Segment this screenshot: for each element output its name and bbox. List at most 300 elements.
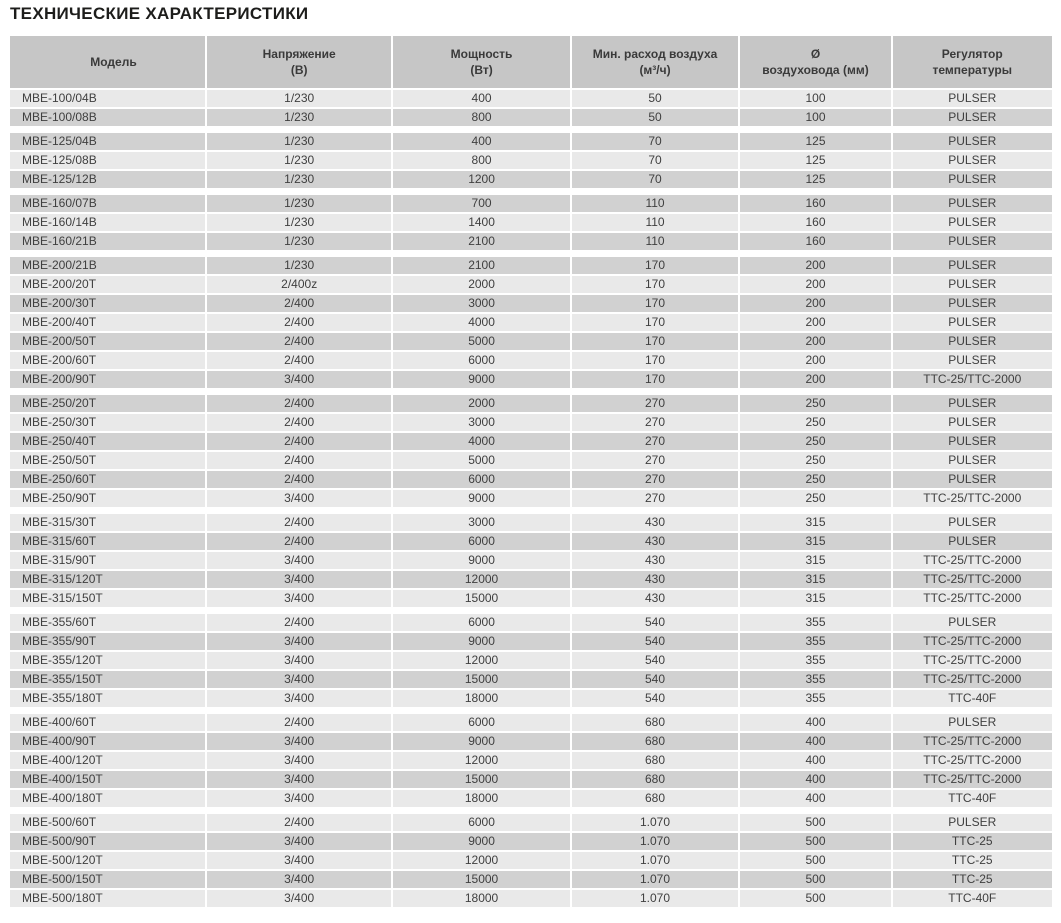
column-header-power xyxy=(393,36,571,88)
cell-model: MBE-500/90T xyxy=(10,833,207,850)
cell-regulator: PULSER xyxy=(893,276,1052,293)
column-header-label: Напряжение xyxy=(262,47,336,61)
cell-voltage: 1/230 xyxy=(207,152,394,169)
cell-airflow: 50 xyxy=(572,90,741,107)
table-row xyxy=(10,714,1052,731)
table-row xyxy=(10,614,1052,631)
cell-airflow: 70 xyxy=(572,171,741,188)
cell-voltage: 3/400 xyxy=(207,590,394,607)
cell-voltage: 2/400 xyxy=(207,414,394,431)
cell-regulator: TTC-25 xyxy=(893,871,1052,888)
cell-voltage: 2/400z xyxy=(207,276,394,293)
cell-voltage: 3/400 xyxy=(207,852,394,869)
cell-power: 6000 xyxy=(393,814,571,831)
cell-power: 9000 xyxy=(393,490,571,507)
cell-voltage: 3/400 xyxy=(207,690,394,707)
cell-regulator: TTC-25/TTC-2000 xyxy=(893,733,1052,750)
column-header-sublabel: (м³/ч) xyxy=(639,63,671,77)
cell-power: 9000 xyxy=(393,552,571,569)
cell-airflow: 540 xyxy=(572,690,741,707)
cell-regulator: TTC-25/TTC-2000 xyxy=(893,490,1052,507)
cell-model: MBE-400/60T xyxy=(10,714,207,731)
table-row xyxy=(10,790,1052,807)
cell-model: MBE-500/120T xyxy=(10,852,207,869)
column-header-sublabel: воздуховода (мм) xyxy=(762,63,869,77)
cell-airflow: 540 xyxy=(572,652,741,669)
cell-model: MBE-500/150T xyxy=(10,871,207,888)
cell-voltage: 2/400 xyxy=(207,314,394,331)
cell-diameter: 250 xyxy=(740,452,892,469)
cell-model: MBE-200/40T xyxy=(10,314,207,331)
cell-regulator: PULSER xyxy=(893,714,1052,731)
cell-regulator: PULSER xyxy=(893,133,1052,150)
cell-regulator: TTC-25/TTC-2000 xyxy=(893,633,1052,650)
cell-voltage: 2/400 xyxy=(207,614,394,631)
cell-airflow: 270 xyxy=(572,395,741,412)
cell-regulator: TTC-40F xyxy=(893,690,1052,707)
table-row xyxy=(10,752,1052,769)
table-row xyxy=(10,733,1052,750)
cell-power: 6000 xyxy=(393,352,571,369)
cell-airflow: 430 xyxy=(572,552,741,569)
specs-table xyxy=(10,36,1052,909)
cell-diameter: 200 xyxy=(740,333,892,350)
cell-regulator: TTC-25/TTC-2000 xyxy=(893,552,1052,569)
cell-diameter: 400 xyxy=(740,733,892,750)
cell-voltage: 3/400 xyxy=(207,890,394,907)
cell-airflow: 270 xyxy=(572,433,741,450)
cell-model: MBE-315/150T xyxy=(10,590,207,607)
cell-model: MBE-250/60T xyxy=(10,471,207,488)
cell-voltage: 2/400 xyxy=(207,814,394,831)
cell-voltage: 2/400 xyxy=(207,452,394,469)
cell-regulator: PULSER xyxy=(893,214,1052,231)
cell-airflow: 430 xyxy=(572,514,741,531)
column-header-label: Мощность xyxy=(450,47,513,61)
cell-voltage: 2/400 xyxy=(207,352,394,369)
column-header-model xyxy=(10,36,207,88)
cell-power: 400 xyxy=(393,133,571,150)
cell-diameter: 250 xyxy=(740,471,892,488)
cell-power: 12000 xyxy=(393,652,571,669)
cell-power: 400 xyxy=(393,90,571,107)
table-row xyxy=(10,471,1052,488)
model-group xyxy=(10,814,1052,907)
cell-airflow: 1.070 xyxy=(572,871,741,888)
cell-voltage: 3/400 xyxy=(207,671,394,688)
cell-model: MBE-250/30T xyxy=(10,414,207,431)
column-header-airflow xyxy=(572,36,741,88)
cell-model: MBE-250/50T xyxy=(10,452,207,469)
column-header-sublabel: температуры xyxy=(932,63,1012,77)
cell-diameter: 200 xyxy=(740,352,892,369)
cell-voltage: 2/400 xyxy=(207,333,394,350)
cell-regulator: PULSER xyxy=(893,314,1052,331)
cell-diameter: 355 xyxy=(740,671,892,688)
cell-regulator: PULSER xyxy=(893,90,1052,107)
page-title: ТЕХНИЧЕСКИЕ ХАРАКТЕРИСТИКИ xyxy=(10,4,309,23)
cell-regulator: TTC-40F xyxy=(893,890,1052,907)
cell-airflow: 680 xyxy=(572,733,741,750)
cell-regulator: PULSER xyxy=(893,433,1052,450)
cell-diameter: 400 xyxy=(740,714,892,731)
cell-diameter: 160 xyxy=(740,195,892,212)
model-group xyxy=(10,614,1052,707)
cell-model: MBE-400/150T xyxy=(10,771,207,788)
cell-regulator: PULSER xyxy=(893,414,1052,431)
cell-regulator: TTC-25/TTC-2000 xyxy=(893,752,1052,769)
model-group xyxy=(10,714,1052,807)
table-row xyxy=(10,395,1052,412)
cell-airflow: 110 xyxy=(572,214,741,231)
cell-diameter: 500 xyxy=(740,833,892,850)
cell-diameter: 355 xyxy=(740,633,892,650)
cell-regulator: TTC-25/TTC-2000 xyxy=(893,590,1052,607)
table-row xyxy=(10,257,1052,274)
cell-power: 6000 xyxy=(393,533,571,550)
cell-airflow: 680 xyxy=(572,790,741,807)
cell-voltage: 1/230 xyxy=(207,195,394,212)
cell-airflow: 430 xyxy=(572,533,741,550)
column-header-sublabel: (Вт) xyxy=(470,63,493,77)
table-row xyxy=(10,195,1052,212)
cell-model: MBE-200/30T xyxy=(10,295,207,312)
cell-voltage: 3/400 xyxy=(207,771,394,788)
cell-voltage: 1/230 xyxy=(207,233,394,250)
cell-airflow: 540 xyxy=(572,671,741,688)
cell-power: 800 xyxy=(393,109,571,126)
cell-power: 9000 xyxy=(393,633,571,650)
cell-airflow: 170 xyxy=(572,257,741,274)
table-row xyxy=(10,514,1052,531)
cell-diameter: 250 xyxy=(740,414,892,431)
cell-power: 700 xyxy=(393,195,571,212)
table-row xyxy=(10,233,1052,250)
cell-model: MBE-315/90T xyxy=(10,552,207,569)
cell-diameter: 200 xyxy=(740,314,892,331)
table-row xyxy=(10,452,1052,469)
cell-airflow: 70 xyxy=(572,133,741,150)
cell-diameter: 200 xyxy=(740,276,892,293)
cell-airflow: 1.070 xyxy=(572,833,741,850)
cell-diameter: 500 xyxy=(740,890,892,907)
cell-power: 2100 xyxy=(393,233,571,250)
cell-model: MBE-200/90T xyxy=(10,371,207,388)
cell-voltage: 3/400 xyxy=(207,552,394,569)
cell-voltage: 2/400 xyxy=(207,533,394,550)
cell-model: MBE-315/30T xyxy=(10,514,207,531)
cell-airflow: 1.070 xyxy=(572,852,741,869)
table-row xyxy=(10,871,1052,888)
cell-regulator: PULSER xyxy=(893,171,1052,188)
cell-airflow: 540 xyxy=(572,633,741,650)
table-row xyxy=(10,90,1052,107)
cell-power: 12000 xyxy=(393,571,571,588)
cell-airflow: 1.070 xyxy=(572,814,741,831)
column-header-label: Мин. расход воздуха xyxy=(592,47,718,61)
cell-diameter: 315 xyxy=(740,514,892,531)
cell-voltage: 1/230 xyxy=(207,214,394,231)
cell-diameter: 315 xyxy=(740,552,892,569)
cell-airflow: 270 xyxy=(572,471,741,488)
cell-regulator: TTC-25/TTC-2000 xyxy=(893,652,1052,669)
cell-airflow: 110 xyxy=(572,195,741,212)
cell-voltage: 3/400 xyxy=(207,371,394,388)
cell-model: MBE-355/120T xyxy=(10,652,207,669)
cell-voltage: 2/400 xyxy=(207,395,394,412)
cell-model: MBE-250/90T xyxy=(10,490,207,507)
cell-model: MBE-125/08B xyxy=(10,152,207,169)
table-row xyxy=(10,433,1052,450)
table-row xyxy=(10,371,1052,388)
cell-model: MBE-200/21B xyxy=(10,257,207,274)
cell-power: 9000 xyxy=(393,733,571,750)
cell-model: MBE-200/50T xyxy=(10,333,207,350)
table-row xyxy=(10,571,1052,588)
cell-model: MBE-400/180T xyxy=(10,790,207,807)
cell-power: 2100 xyxy=(393,257,571,274)
cell-model: MBE-355/150T xyxy=(10,671,207,688)
model-group xyxy=(10,257,1052,388)
cell-regulator: PULSER xyxy=(893,533,1052,550)
cell-power: 2000 xyxy=(393,395,571,412)
cell-voltage: 3/400 xyxy=(207,871,394,888)
cell-power: 2000 xyxy=(393,276,571,293)
model-group xyxy=(10,133,1052,188)
table-row xyxy=(10,690,1052,707)
cell-model: MBE-160/21B xyxy=(10,233,207,250)
table-row xyxy=(10,533,1052,550)
cell-airflow: 270 xyxy=(572,490,741,507)
cell-voltage: 1/230 xyxy=(207,257,394,274)
cell-regulator: TTC-25 xyxy=(893,833,1052,850)
table-row xyxy=(10,214,1052,231)
cell-power: 5000 xyxy=(393,333,571,350)
cell-diameter: 315 xyxy=(740,590,892,607)
cell-model: MBE-400/90T xyxy=(10,733,207,750)
cell-airflow: 1.070 xyxy=(572,890,741,907)
cell-power: 9000 xyxy=(393,833,571,850)
table-row xyxy=(10,295,1052,312)
cell-power: 15000 xyxy=(393,590,571,607)
cell-voltage: 3/400 xyxy=(207,652,394,669)
cell-model: MBE-355/180T xyxy=(10,690,207,707)
cell-airflow: 170 xyxy=(572,333,741,350)
cell-voltage: 1/230 xyxy=(207,133,394,150)
cell-model: MBE-355/90T xyxy=(10,633,207,650)
cell-model: MBE-315/60T xyxy=(10,533,207,550)
model-group xyxy=(10,90,1052,126)
cell-model: MBE-160/07B xyxy=(10,195,207,212)
cell-power: 12000 xyxy=(393,852,571,869)
cell-airflow: 540 xyxy=(572,614,741,631)
cell-diameter: 315 xyxy=(740,571,892,588)
cell-regulator: PULSER xyxy=(893,471,1052,488)
cell-model: MBE-125/12B xyxy=(10,171,207,188)
cell-model: MBE-500/60T xyxy=(10,814,207,831)
cell-diameter: 100 xyxy=(740,90,892,107)
cell-model: MBE-100/08B xyxy=(10,109,207,126)
cell-airflow: 170 xyxy=(572,276,741,293)
cell-airflow: 430 xyxy=(572,571,741,588)
cell-power: 18000 xyxy=(393,690,571,707)
cell-airflow: 70 xyxy=(572,152,741,169)
column-header-label: Регулятор xyxy=(941,47,1003,61)
cell-model: MBE-125/04B xyxy=(10,133,207,150)
table-row xyxy=(10,276,1052,293)
cell-power: 1400 xyxy=(393,214,571,231)
cell-airflow: 170 xyxy=(572,314,741,331)
model-group xyxy=(10,514,1052,607)
cell-power: 800 xyxy=(393,152,571,169)
cell-airflow: 270 xyxy=(572,452,741,469)
cell-diameter: 500 xyxy=(740,852,892,869)
cell-diameter: 200 xyxy=(740,371,892,388)
cell-power: 15000 xyxy=(393,871,571,888)
cell-model: MBE-315/120T xyxy=(10,571,207,588)
cell-regulator: PULSER xyxy=(893,614,1052,631)
cell-diameter: 500 xyxy=(740,871,892,888)
cell-diameter: 200 xyxy=(740,257,892,274)
cell-airflow: 110 xyxy=(572,233,741,250)
column-header-diameter xyxy=(740,36,892,88)
cell-diameter: 250 xyxy=(740,395,892,412)
cell-model: MBE-250/20T xyxy=(10,395,207,412)
column-header-voltage xyxy=(207,36,394,88)
cell-power: 6000 xyxy=(393,614,571,631)
cell-diameter: 355 xyxy=(740,614,892,631)
cell-diameter: 400 xyxy=(740,790,892,807)
cell-voltage: 1/230 xyxy=(207,109,394,126)
cell-regulator: TTC-40F xyxy=(893,790,1052,807)
cell-airflow: 680 xyxy=(572,714,741,731)
table-row xyxy=(10,814,1052,831)
cell-regulator: PULSER xyxy=(893,295,1052,312)
cell-voltage: 3/400 xyxy=(207,633,394,650)
cell-diameter: 125 xyxy=(740,152,892,169)
model-group xyxy=(10,395,1052,507)
table-row xyxy=(10,414,1052,431)
table-row xyxy=(10,771,1052,788)
cell-diameter: 160 xyxy=(740,233,892,250)
cell-diameter: 250 xyxy=(740,433,892,450)
column-header-label: Модель xyxy=(90,55,137,69)
cell-power: 18000 xyxy=(393,890,571,907)
cell-power: 6000 xyxy=(393,714,571,731)
cell-voltage: 2/400 xyxy=(207,433,394,450)
cell-airflow: 430 xyxy=(572,590,741,607)
table-row xyxy=(10,852,1052,869)
table-row xyxy=(10,352,1052,369)
cell-regulator: PULSER xyxy=(893,195,1052,212)
cell-regulator: TTC-25 xyxy=(893,852,1052,869)
cell-model: MBE-355/60T xyxy=(10,614,207,631)
cell-regulator: PULSER xyxy=(893,152,1052,169)
table-body xyxy=(10,90,1052,907)
cell-model: MBE-250/40T xyxy=(10,433,207,450)
cell-regulator: PULSER xyxy=(893,233,1052,250)
cell-model: MBE-200/20T xyxy=(10,276,207,293)
cell-airflow: 170 xyxy=(572,295,741,312)
table-row xyxy=(10,590,1052,607)
diameter-symbol: Ø xyxy=(810,47,821,61)
cell-voltage: 2/400 xyxy=(207,514,394,531)
table-row xyxy=(10,133,1052,150)
table-row xyxy=(10,671,1052,688)
cell-power: 3000 xyxy=(393,514,571,531)
cell-diameter: 200 xyxy=(740,295,892,312)
table-row xyxy=(10,552,1052,569)
cell-power: 15000 xyxy=(393,671,571,688)
cell-voltage: 1/230 xyxy=(207,171,394,188)
cell-model: MBE-500/180T xyxy=(10,890,207,907)
cell-diameter: 400 xyxy=(740,752,892,769)
cell-model: MBE-100/04B xyxy=(10,90,207,107)
cell-diameter: 355 xyxy=(740,652,892,669)
cell-voltage: 2/400 xyxy=(207,471,394,488)
cell-regulator: TTC-25/TTC-2000 xyxy=(893,571,1052,588)
cell-diameter: 125 xyxy=(740,171,892,188)
table-row xyxy=(10,652,1052,669)
cell-diameter: 400 xyxy=(740,771,892,788)
table-row xyxy=(10,633,1052,650)
cell-diameter: 125 xyxy=(740,133,892,150)
model-group xyxy=(10,195,1052,250)
cell-voltage: 3/400 xyxy=(207,752,394,769)
table-row xyxy=(10,833,1052,850)
cell-regulator: TTC-25/TTC-2000 xyxy=(893,771,1052,788)
cell-model: MBE-200/60T xyxy=(10,352,207,369)
cell-airflow: 680 xyxy=(572,771,741,788)
cell-diameter: 315 xyxy=(740,533,892,550)
cell-regulator: PULSER xyxy=(893,395,1052,412)
cell-voltage: 3/400 xyxy=(207,571,394,588)
cell-airflow: 680 xyxy=(572,752,741,769)
table-row xyxy=(10,109,1052,126)
table-row xyxy=(10,314,1052,331)
cell-model: MBE-160/14B xyxy=(10,214,207,231)
cell-regulator: PULSER xyxy=(893,514,1052,531)
cell-power: 3000 xyxy=(393,414,571,431)
cell-diameter: 100 xyxy=(740,109,892,126)
column-header-regulator xyxy=(893,36,1052,88)
cell-power: 4000 xyxy=(393,433,571,450)
cell-airflow: 270 xyxy=(572,414,741,431)
table-row xyxy=(10,333,1052,350)
cell-power: 1200 xyxy=(393,171,571,188)
cell-airflow: 170 xyxy=(572,371,741,388)
cell-regulator: PULSER xyxy=(893,257,1052,274)
table-row xyxy=(10,171,1052,188)
cell-airflow: 50 xyxy=(572,109,741,126)
cell-diameter: 500 xyxy=(740,814,892,831)
cell-power: 18000 xyxy=(393,790,571,807)
cell-regulator: PULSER xyxy=(893,352,1052,369)
cell-diameter: 355 xyxy=(740,690,892,707)
cell-power: 15000 xyxy=(393,771,571,788)
cell-regulator: TTC-25/TTC-2000 xyxy=(893,371,1052,388)
cell-voltage: 3/400 xyxy=(207,733,394,750)
cell-power: 5000 xyxy=(393,452,571,469)
cell-model: MBE-400/120T xyxy=(10,752,207,769)
cell-regulator: PULSER xyxy=(893,452,1052,469)
cell-power: 6000 xyxy=(393,471,571,488)
cell-regulator: PULSER xyxy=(893,109,1052,126)
cell-regulator: PULSER xyxy=(893,333,1052,350)
table-row xyxy=(10,152,1052,169)
cell-voltage: 3/400 xyxy=(207,833,394,850)
cell-airflow: 170 xyxy=(572,352,741,369)
